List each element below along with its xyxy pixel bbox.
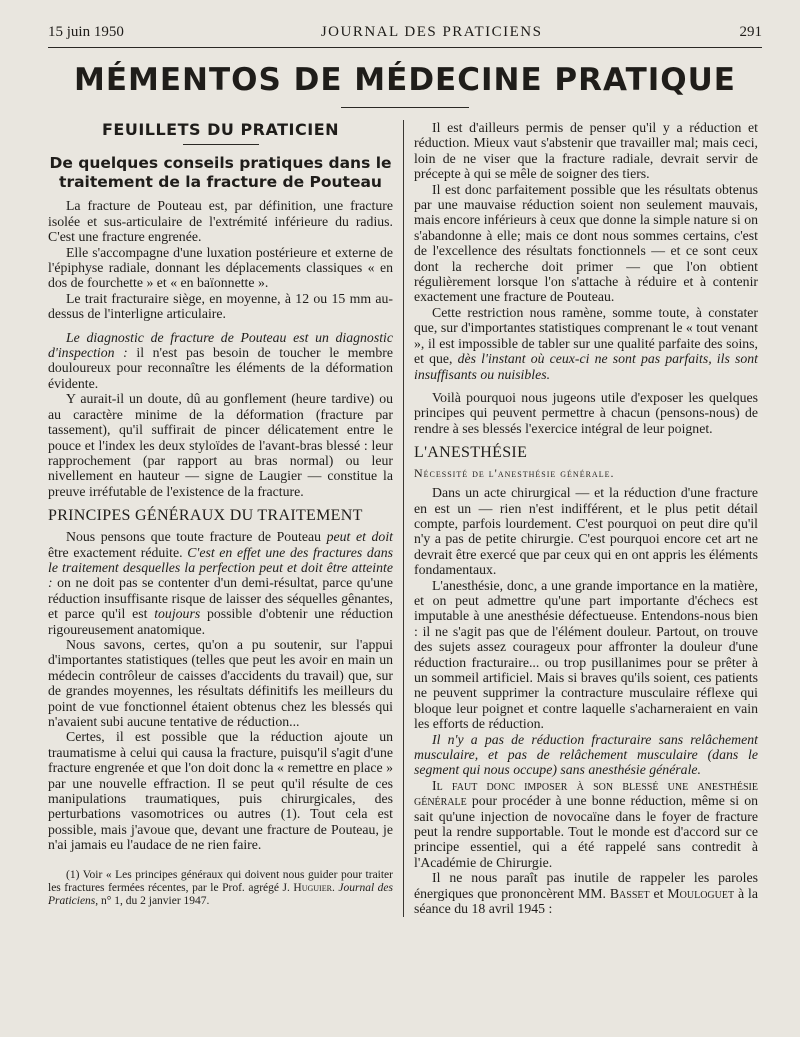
paragraph: Voilà pourquoi nous jugeons utile d'exposer les quelques principes qui peuvent permettre à chacun (pensons-nous) de rendre à ses blessés l'exercice intégral de leur poignet. <box>414 389 758 436</box>
section-heading: PRINCIPES GÉNÉRAUX DU TRAITEMENT <box>48 507 363 525</box>
paragraph <box>414 778 758 870</box>
right-column <box>403 120 758 917</box>
paragraph: Il est donc parfaitement possible que les résultats obtenus par une mauvaise réduction soient non seulement mauvais, mais encore inférieurs à ceux que donne la simple nature si on s'abandonne à elle; mais ce dont nous sommes certains, c'est de l'excellence des résultats fonctionnels — et ce sont ceux dont la recherche doit primer — que l'on obtient régulièrement lorsque l'on s'attache à réduire et à contenir exactement une fracture de Pouteau. <box>414 181 758 305</box>
running-header <box>48 24 762 48</box>
text-run: on ne doit pas se contenter d'un demi-résultat, parce qu'une réduction insuffisante risque de laisser des séquelles gênantes, et parce qu'il est <box>48 575 393 622</box>
text-run: Cette restriction nous ramène, somme toute, à constater que, sur d'importantes statistiques comprenant le « tout venant », il est impossible de tabler sur une qualité parfaite des soins, et que, <box>414 304 758 367</box>
issue-date: 15 juin 1950 <box>48 24 124 40</box>
paragraph <box>414 305 758 382</box>
author-name: Basset <box>609 885 650 901</box>
paragraph: Elle s'accompagne d'une luxation postérieure et externe de l'épiphyse radiale, donnant les déplacements classiques « en dos de fourchette » et « en baïonnette ». <box>48 244 393 291</box>
text-run: (1) Voir « Les principes généraux qui doivent nous guider pour traiter les fractures fermées récentes, par le Prof. agrégé J. <box>48 868 393 894</box>
footnote <box>48 869 393 908</box>
article-title: De quelques conseils pratiques dans le traitement de la fracture de Pouteau <box>49 154 392 192</box>
masthead-title: MÉMENTOS DE MÉDECINE PRATIQUE <box>73 62 736 98</box>
left-column <box>48 120 403 917</box>
section-rule <box>183 144 259 145</box>
subheading: Nécessité de l'anesthésie générale. <box>414 466 615 481</box>
text-run: être exactement réduite. <box>48 544 188 560</box>
two-column-body <box>48 120 762 917</box>
paragraph: Le trait fracturaire siège, en moyenne, à 12 ou 15 mm au-dessus de l'interligne articulaire. <box>48 290 393 322</box>
text-run: pour procéder à une bonne réduction, même si on sait qu'une injection de novocaïne dans le foyer de fracture peut la rendre supportable. Tout le monde est d'accord sur ce principe essentiel, qui a été rappelé sans contredit à l'Académie de Chirurgie. <box>414 793 758 870</box>
paragraph <box>48 529 393 637</box>
author-name: Mouloguet <box>667 885 735 901</box>
text-run: , n° 1, du 2 janvier 1947. <box>95 894 210 907</box>
paragraph <box>48 330 393 392</box>
italic-text: toujours <box>154 606 201 622</box>
paragraph <box>414 732 758 778</box>
paragraph: Certes, il est possible que la réduction ajoute un traumatisme à celui qui causa la fracture, puisqu'il s'agit d'une fracture engrenée et que l'on doit donc la « remettre en place » par une nouvelle effraction. Il se peut qu'il résulte de ces manipulations traumatiques, puis chirurgicales, des perturbations vasomotrices ou autres (1). Tout cela est possible, mais j'avoue que, devant une fracture de Pouteau, je n'ai jamais eu l'audace de ne rien faire. <box>48 729 393 853</box>
small-caps-text: Il faut donc imposer à son blessé une anesthésie générale <box>414 777 758 809</box>
paragraph: Y aurait-il un doute, dû au gonflement (heure tardive) ou au caractère minime de la déformation (fracture par tassement), qu'il suffirait de pincer délicatement entre le pouce et l'index les deux styloïdes de l'avant-bras blessé : leur rapprochement (par rapport au bras normal) ou leur nivellement en hauteur — signe de Laugier — constitue la preuve irréfutable de l'existence de la fracture. <box>48 391 393 499</box>
italic-text: peut et doit <box>326 529 393 545</box>
italic-text: Le diagnostic de fracture de Pouteau est un diagnostic d'inspection : <box>48 329 393 361</box>
author-name: Huguier <box>293 881 332 894</box>
section-title: FEUILLETS DU PRATICIEN <box>101 120 340 139</box>
text-run: Il ne nous paraît pas inutile de rappeler les paroles énergiques que prononcèrent MM. <box>414 870 758 901</box>
journal-citation: Journal des Praticiens <box>48 881 393 907</box>
text-run: et <box>649 885 668 901</box>
text-run: à la séance du 18 avril 1945 : <box>414 885 758 917</box>
italic-text: Il n'y a pas de réduction fracturaire sans relâchement musculaire, et pas de relâchement musculaire (dans le segment qui nous occupe) sans anesthésie générale. <box>414 731 758 778</box>
paragraph: La fracture de Pouteau est, par définition, une fracture isolée et sus-articulaire de l'extrémité inférieure du radius. C'est une fracture engrenée. <box>48 198 393 245</box>
masthead-rule <box>341 107 469 108</box>
text-run: Nous pensons que toute fracture de Pouteau <box>66 529 327 545</box>
italic-text: dès l'instant où ceux-ci ne sont pas parfaits, ils sont insuffisants ou nuisibles. <box>414 351 758 382</box>
paragraph: Il est d'ailleurs permis de penser qu'il y a réduction et réduction. Mieux vaut s'abstenir que travailler mal; mais ceci, loin de ne viser que la fracture radiale, devrait servir de précepte à qui se mêle de soigner des tiers. <box>414 120 758 182</box>
paragraph: Nous savons, certes, qu'on a pu soutenir, sur l'appui d'importantes statistiques (telles que peut les avoir en main un médecin contrôleur de caisses d'accidents du travail) que, sur de grandes moyennes, les résultats définitifs les meilleurs du point de vue fonctionnel étaient obtenus chez les blessés qui n'avaient subi aucune tentative de réduction... <box>48 636 393 729</box>
text-run: il n'est pas besoin de toucher le membre douloureux pour reconnaître les éléments de la déformation évidente. <box>48 345 393 391</box>
journal-name: JOURNAL DES PRATICIENS <box>320 24 543 40</box>
text-run: possible d'obtenir une réduction rigoureusement anatomique. <box>48 606 393 637</box>
section-heading: L'ANESTHÉSIE <box>414 444 528 462</box>
page-number: 291 <box>739 24 762 40</box>
text-run: . <box>331 881 339 894</box>
italic-text: C'est en effet une des fractures dans le traitement desquelles la perfection peut et doit être atteinte : <box>48 544 393 591</box>
paragraph <box>414 870 758 916</box>
paragraph: Dans un acte chirurgical — et la réduction d'une fracture en est un — rien n'est indifférent, et le plus petit détail compte, parfois lourdement. C'est pourquoi on peut dire qu'il n'y a pas de petite chirurgie. C'est pourquoi encore cet art ne devrait être exercé que par ceux qui en ont appris les éléments fondamentaux. <box>414 485 758 578</box>
paragraph: L'anesthésie, donc, a une grande importance en la matière, et on peut admettre qu'une part importante d'échecs est imputable à une anesthésie défectueuse. Entendons-nous bien : il ne s'agit pas que de l'élément douleur. Partout, on trouve des sujets assez courageux pour affronter la douleur d'une réduction fracturaire... ou trop pusillanimes pour se prêter à un sommeil artificiel. Mais si braves qu'ils soient, ces patients ne peuvent supprimer la contracture musculaire réflexe qui bloque leur poignet et contre laquelle s'acharneraient en vain les efforts de réduction. <box>414 577 758 732</box>
